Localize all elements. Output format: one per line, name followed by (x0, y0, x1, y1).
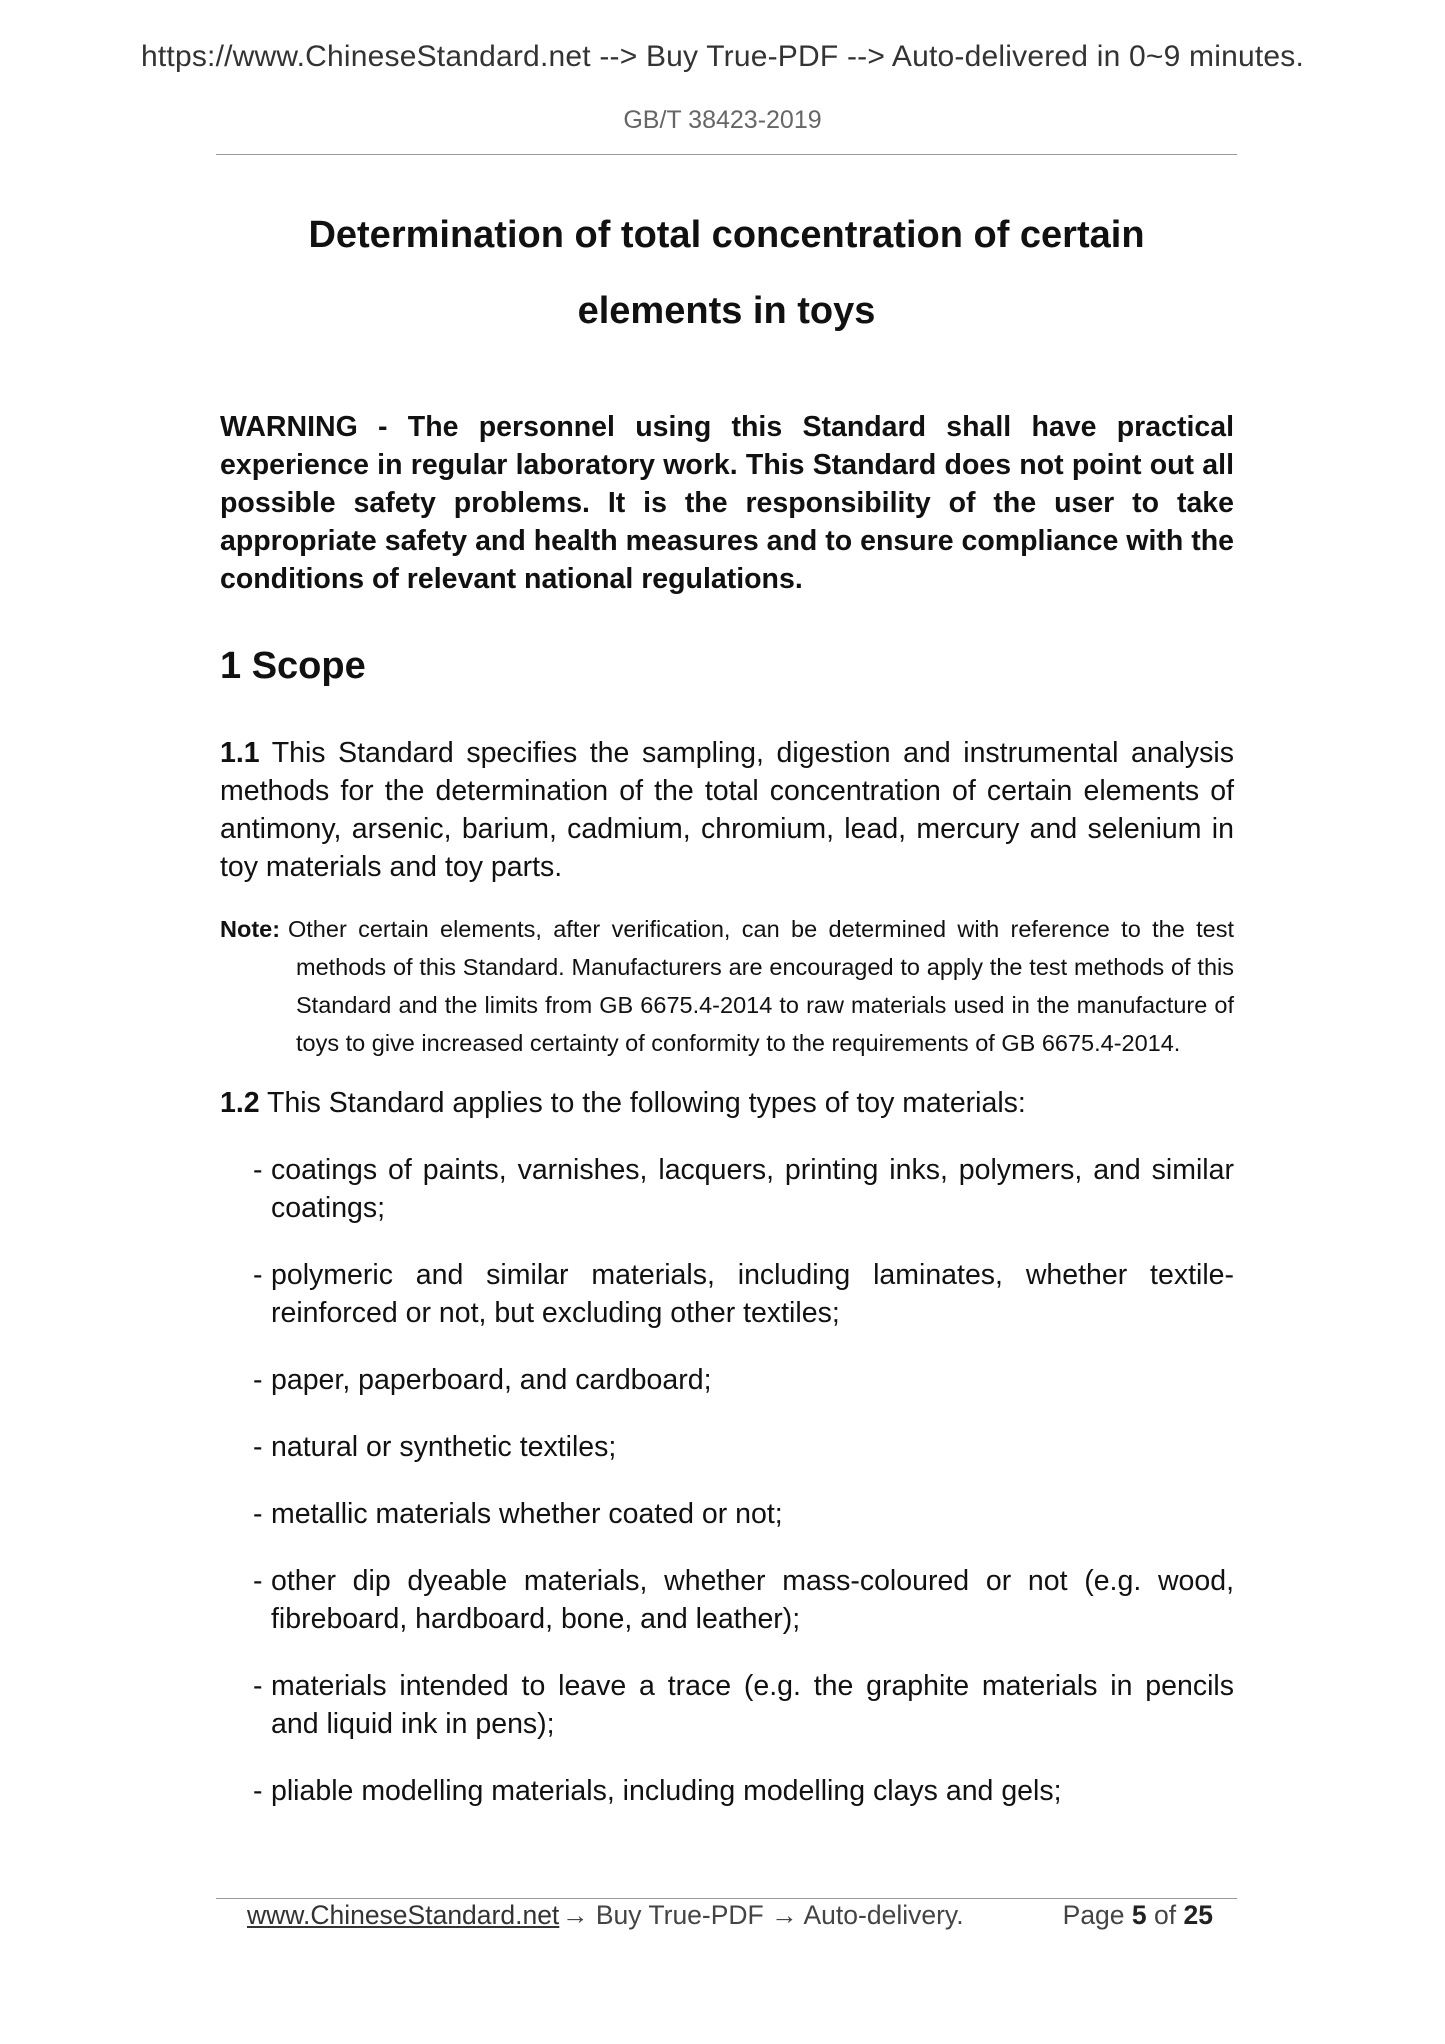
page-label: Page (1062, 1900, 1125, 1930)
list-item-text: paper, paperboard, and cardboard; (271, 1364, 712, 1396)
footer-divider (216, 1898, 1237, 1899)
list-dash: - (253, 1670, 263, 1702)
list-item-text: materials intended to leave a trace (e.g. the graphite materials in pencils and liquid ink in pens); (271, 1670, 1234, 1740)
list-item (220, 1495, 1234, 1533)
clause-number: 1.1 (220, 737, 260, 769)
note-text: Other certain elements, after verification, can be determined with reference to the test methods of this Standard. Manufacturers are encouraged to apply the test methods of this Standard and the limits from GB 6675.4-2014 to raw materials used in the manufacture of toys to give increased certainty of conformity to the requirements of GB 6675.4-2014. (288, 916, 1234, 1056)
page-number (1063, 1900, 1213, 1931)
list-item-text: coatings of paints, varnishes, lacquers, printing inks, polymers, and similar coatings; (271, 1154, 1234, 1224)
page-current: 5 (1131, 1900, 1147, 1930)
list-dash: - (253, 1259, 263, 1291)
clause-number: 1.2 (220, 1087, 260, 1119)
clause-text: This Standard applies to the following types of toy materials: (267, 1087, 1026, 1119)
clause-text: This Standard specifies the sampling, digestion and instrumental analysis methods for the determination of the total concentration of certain elements of antimony, arsenic, barium, cadmium, chromium, lead, mercury and selenium in toy materials and toy parts. (220, 737, 1235, 883)
list-dash: - (253, 1775, 263, 1807)
document-body (220, 408, 1234, 1810)
list-item-text: natural or synthetic textiles; (271, 1431, 617, 1463)
document-title-line-1: Determination of total concentration of certain (308, 214, 1145, 256)
list-item (220, 1361, 1234, 1399)
list-item (220, 1151, 1234, 1227)
list-item-text: other dip dyeable materials, whether mass-coloured or not (e.g. wood, fibreboard, hardboard, bone, and leather); (271, 1565, 1234, 1635)
list-dash: - (253, 1431, 263, 1463)
clause-1-2 (220, 1084, 1234, 1122)
warning-paragraph: WARNING - The personnel using this Standard shall have practical experience in regular laboratory work. This Standard does not point out all possible safety problems. It is the responsibility of the user to take appropriate safety and health measures and to ensure compliance with the conditions of relevant national regulations. (220, 411, 1234, 595)
note-label: Note: (220, 916, 281, 942)
section-heading-scope: 1 Scope (220, 645, 366, 687)
list-item (220, 1667, 1234, 1743)
material-type-list (220, 1151, 1234, 1810)
list-item (220, 1562, 1234, 1638)
list-item (220, 1428, 1234, 1466)
list-item-text: pliable modelling materials, including modelling clays and gels; (271, 1775, 1062, 1807)
list-dash: - (253, 1154, 263, 1186)
page-total: 25 (1183, 1900, 1213, 1930)
page-of: of (1154, 1900, 1177, 1930)
top-banner: https://www.ChineseStandard.net --> Buy True-PDF --> Auto-delivered in 0~9 minutes. (141, 40, 1304, 73)
list-dash: - (253, 1498, 263, 1530)
list-item (220, 1772, 1234, 1810)
header-divider (216, 154, 1237, 155)
list-dash: - (253, 1364, 263, 1396)
footer-tagline: → Buy True-PDF → Auto-delivery. (562, 1900, 964, 1930)
list-item-text: polymeric and similar materials, including laminates, whether textile-reinforced or not, but excluding other textiles; (271, 1259, 1234, 1329)
standard-code: GB/T 38423-2019 (623, 106, 822, 134)
clause-1-1 (220, 734, 1234, 886)
list-item-text: metallic materials whether coated or not; (271, 1498, 783, 1530)
document-title-line-2: elements in toys (577, 290, 876, 332)
list-dash: - (253, 1565, 263, 1597)
footer-site-link[interactable]: www.ChineseStandard.net (247, 1900, 560, 1930)
page-footer (216, 1900, 1237, 1944)
list-item (220, 1256, 1234, 1332)
note-block (220, 910, 1234, 1062)
